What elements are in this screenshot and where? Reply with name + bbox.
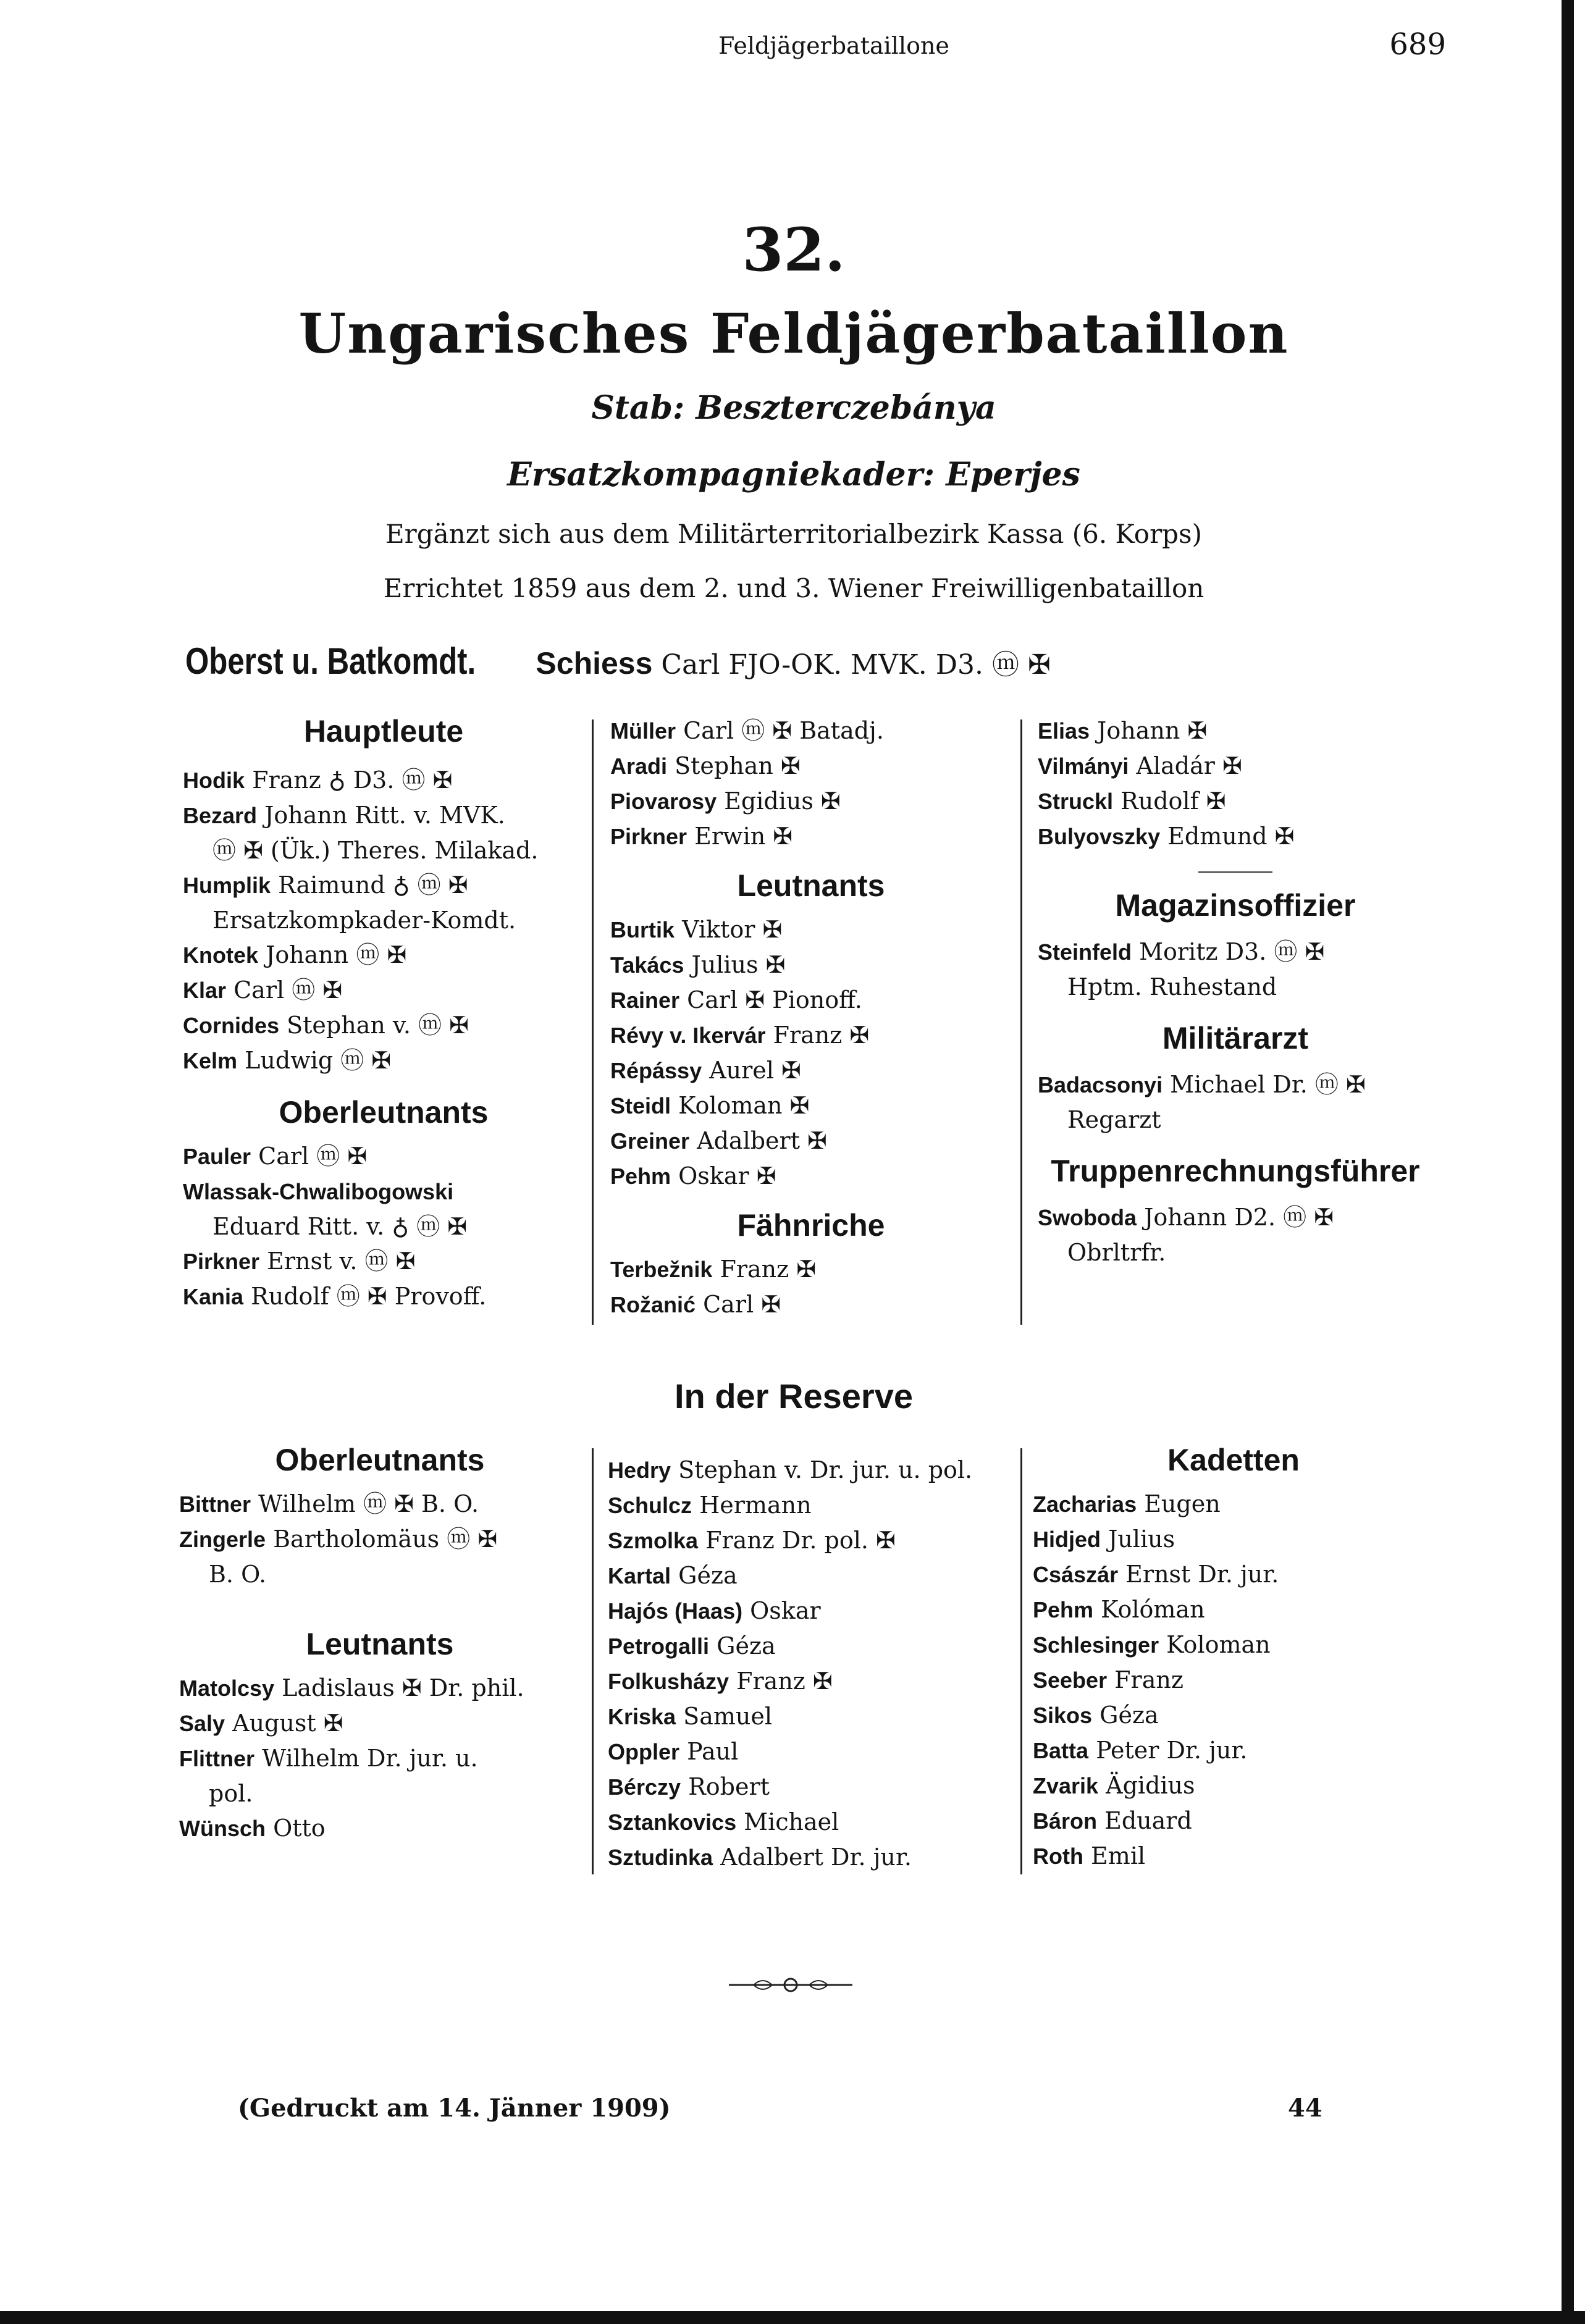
entry-row — [179, 1776, 581, 1811]
reserve-column-2 — [608, 1453, 1015, 1875]
entry-details: Franz ✠ — [712, 1256, 817, 1283]
entry-row — [183, 1043, 584, 1078]
entry-details: Géza — [1092, 1701, 1159, 1729]
entry-row — [1033, 1839, 1434, 1874]
entry-row — [183, 973, 584, 1008]
entry-details: Bartholomäus ⓜ ✠ — [266, 1525, 498, 1553]
entry-details: Ernst Dr. jur. — [1118, 1561, 1279, 1588]
ersatz-line: Ersatzkompagniekader: Eperjes — [507, 456, 1080, 493]
entry-details: Franz ✠ — [729, 1667, 833, 1695]
entry-surname: Burtik — [610, 917, 675, 942]
section-heading: Fähnriche — [737, 1208, 885, 1243]
entry-surname: Bérczy — [608, 1774, 681, 1800]
entry-surname: Steidl — [610, 1093, 671, 1118]
entry-surname: Kania — [183, 1284, 244, 1309]
entry-details: Géza — [671, 1562, 738, 1589]
entry-details: Paul — [679, 1738, 739, 1765]
entry-surname: Roth — [1033, 1844, 1083, 1869]
entry-details: B. O. — [209, 1561, 267, 1588]
fahnriche-list — [610, 1252, 1012, 1322]
rechnung-list — [1038, 1200, 1433, 1270]
entry-row — [179, 1522, 581, 1557]
separator-rule — [1198, 871, 1272, 873]
entry-details: Obrltrfr. — [1067, 1239, 1166, 1266]
entry-surname: Piovarosy — [610, 789, 717, 814]
reserve-leutnants-continued-list — [608, 1453, 1015, 1875]
entry-surname: Pirkner — [183, 1249, 260, 1274]
entry-row — [1033, 1733, 1434, 1768]
signature-number: 44 — [1288, 2094, 1322, 2123]
entry-details: Stephan ✠ — [667, 752, 801, 779]
column-divider — [1020, 1448, 1022, 1874]
erganzt-line: Ergänzt sich aus dem Militärterritorialbezirk Kassa (6. Korps) — [385, 519, 1202, 549]
entry-details: Oskar — [742, 1597, 821, 1624]
entry-details: Franz ✠ — [765, 1021, 870, 1049]
entry-surname: Hodik — [183, 768, 245, 793]
leutnants-list — [610, 912, 1012, 1194]
entry-row — [610, 1053, 1012, 1088]
entry-details: Edmund ✠ — [1160, 823, 1295, 850]
entry-surname: Pehm — [1033, 1597, 1094, 1622]
reserve-oberleutnants-list — [179, 1487, 581, 1592]
entry-surname: Rožanić — [610, 1292, 696, 1317]
entry-row — [608, 1523, 1015, 1558]
entry-details: Franz — [1107, 1666, 1183, 1693]
kadetten-list — [1033, 1487, 1434, 1874]
entry-details: Stephan v. ⓜ ✠ — [279, 1012, 469, 1039]
entry-surname: Folkusházy — [608, 1669, 729, 1694]
entry-row — [1038, 934, 1433, 970]
entry-details: ⓜ ✠ (Ük.) Theres. Milakad. — [212, 837, 539, 864]
entry-row — [1038, 1067, 1433, 1102]
entry-details: Carl ⓜ ✠ Batadj. — [676, 717, 884, 744]
oberleutnants-continued-list — [1038, 713, 1433, 854]
active-column-1 — [183, 713, 584, 1314]
hauptleute-list — [183, 763, 584, 1078]
entry-surname: Matolcsy — [179, 1676, 275, 1701]
entry-surname: Sztankovics — [608, 1810, 737, 1835]
entry-surname: Greiner — [610, 1128, 690, 1154]
entry-surname: Vilmányi — [1038, 753, 1129, 779]
reserve-heading: In der Reserve — [675, 1377, 913, 1416]
column-divider — [592, 719, 594, 1325]
entry-surname: Seeber — [1033, 1667, 1108, 1693]
entry-surname: Elias — [1038, 718, 1090, 744]
section-heading: Leutnants — [737, 868, 885, 903]
entry-details: August ✠ — [225, 1709, 343, 1737]
entry-details: Franz ♁ D3. ⓜ ✠ — [245, 766, 453, 794]
entry-row — [610, 912, 1012, 947]
entry-row — [608, 1558, 1015, 1593]
entry-row — [610, 784, 1012, 819]
entry-details: Erwin ✠ — [687, 823, 793, 850]
entry-row — [1038, 1235, 1433, 1270]
entry-surname: Zingerle — [179, 1527, 266, 1552]
unit-number: 32. — [742, 215, 846, 285]
commander-rank: Oberst u. Batkomdt. — [185, 640, 476, 682]
entry-row — [1038, 713, 1433, 749]
entry-details: Ersatzkompkader-Komdt. — [212, 907, 516, 934]
entry-details: pol. — [209, 1780, 253, 1807]
entry-row — [1033, 1592, 1434, 1627]
unit-title: Ungarisches Feldjägerbataillon — [298, 301, 1289, 366]
entry-surname: Császár — [1033, 1562, 1119, 1587]
entry-details: Carl ✠ Pionoff. — [679, 986, 862, 1013]
entry-surname: Batta — [1033, 1738, 1089, 1763]
entry-details: Johann ✠ — [1090, 717, 1208, 744]
entry-details: Johann Ritt. v. MVK. — [257, 802, 505, 829]
section-heading: Leutnants — [306, 1627, 454, 1661]
entry-row — [610, 713, 1012, 749]
entry-details: Johann ⓜ ✠ — [258, 941, 407, 968]
entry-details: Otto — [266, 1814, 326, 1842]
column-divider — [1020, 719, 1022, 1325]
entry-row — [610, 1252, 1012, 1287]
entry-row — [610, 1123, 1012, 1159]
entry-row — [183, 903, 584, 938]
entry-surname: Révy v. Ikervár — [610, 1023, 766, 1048]
entry-surname: Pauler — [183, 1144, 251, 1169]
entry-row — [1033, 1557, 1434, 1592]
entry-row — [608, 1699, 1015, 1734]
entry-details: Egidius ✠ — [717, 787, 841, 815]
entry-row — [183, 1174, 584, 1209]
entry-details: Aurel ✠ — [702, 1057, 801, 1084]
entry-details: Robert — [681, 1773, 770, 1800]
entry-details: Eugen — [1137, 1490, 1221, 1517]
active-column-2 — [610, 713, 1012, 1322]
entry-row — [610, 749, 1012, 784]
entry-details: Ägidius — [1098, 1772, 1195, 1799]
entry-row — [1038, 1102, 1433, 1137]
entry-surname: Struckl — [1038, 789, 1114, 814]
entry-surname: Bulyovszky — [1038, 824, 1161, 849]
entry-surname: Sikos — [1033, 1703, 1093, 1728]
reserve-column-3 — [1033, 1442, 1434, 1874]
entry-details: Moritz D3. ⓜ ✠ — [1132, 938, 1325, 965]
entry-details: Koloman ✠ — [671, 1092, 810, 1119]
section-heading: Magazinsoffizier — [1115, 888, 1356, 923]
entry-row — [610, 983, 1012, 1018]
entry-row — [1038, 784, 1433, 819]
entry-row — [1033, 1663, 1434, 1698]
entry-details: Emil — [1083, 1842, 1146, 1869]
entry-row — [183, 798, 584, 833]
entry-row — [1038, 819, 1433, 854]
entry-surname: Müller — [610, 718, 676, 744]
entry-row — [1033, 1803, 1434, 1839]
entry-row — [1033, 1627, 1434, 1663]
entry-details: Regarzt — [1067, 1106, 1161, 1133]
entry-surname: Knotek — [183, 942, 259, 968]
scan-border-right — [1562, 0, 1574, 2324]
section-heading: Kadetten — [1167, 1443, 1300, 1477]
entry-surname: Bittner — [179, 1491, 251, 1517]
entry-row — [1033, 1487, 1434, 1522]
entry-row — [183, 938, 584, 973]
entry-surname: Saly — [179, 1711, 225, 1736]
entry-surname: Zacharias — [1033, 1491, 1137, 1517]
entry-surname: Oppler — [608, 1739, 680, 1764]
entry-row — [179, 1671, 581, 1706]
arzt-list — [1038, 1067, 1433, 1137]
entry-row — [608, 1840, 1015, 1875]
entry-row — [179, 1557, 581, 1592]
entry-surname: Szmolka — [608, 1528, 699, 1553]
entry-row — [610, 819, 1012, 854]
entry-surname: Bezard — [183, 803, 258, 828]
entry-row — [610, 1018, 1012, 1053]
entry-surname: Takács — [610, 952, 684, 978]
entry-surname: Petrogalli — [608, 1634, 710, 1659]
entry-details: Eduard — [1097, 1807, 1192, 1834]
entry-row — [1038, 1200, 1433, 1235]
scan-border-bottom — [0, 2311, 1585, 2324]
entry-surname: Sztudinka — [608, 1845, 713, 1870]
section-heading: Oberleutnants — [275, 1443, 485, 1477]
entry-details: Raimund ♁ ⓜ ✠ — [271, 871, 468, 899]
entry-details: Ernst v. ⓜ ✠ — [259, 1248, 416, 1275]
entry-details: Julius ✠ — [684, 951, 786, 978]
entry-surname: Klar — [183, 978, 227, 1003]
entry-details: Wilhelm Dr. jur. u. — [254, 1745, 478, 1772]
entry-row — [183, 1139, 584, 1174]
entry-details: Eduard Ritt. v. ♁ ⓜ ✠ — [212, 1213, 468, 1240]
stab-line: Stab: Beszterczebánya — [591, 389, 996, 427]
reserve-leutnants-list — [179, 1671, 581, 1846]
entry-details: Rudolf ⓜ ✠ Provoff. — [243, 1283, 487, 1310]
entry-row — [183, 833, 584, 868]
section-heading: Militärarzt — [1162, 1021, 1309, 1055]
entry-surname: Flittner — [179, 1746, 254, 1771]
hauptleute-continued-list — [610, 713, 1012, 854]
entry-details: Koloman — [1159, 1631, 1271, 1658]
entry-details: Viktor ✠ — [675, 916, 783, 943]
entry-row — [608, 1664, 1015, 1699]
entry-surname: Schulcz — [608, 1493, 692, 1518]
entry-details: Hptm. Ruhestand — [1067, 973, 1277, 1000]
entry-row — [608, 1805, 1015, 1840]
entry-surname: Pirkner — [610, 824, 687, 849]
entry-row — [610, 1159, 1012, 1194]
entry-row — [183, 1279, 584, 1314]
entry-surname: Humplik — [183, 873, 271, 898]
entry-details: Ludwig ⓜ ✠ — [237, 1047, 392, 1074]
entry-row — [608, 1769, 1015, 1805]
entry-row — [608, 1488, 1015, 1523]
section-heading: Truppenrechnungsführer — [1051, 1154, 1420, 1188]
page-number: 689 — [1389, 27, 1446, 62]
section-heading: Oberleutnants — [279, 1095, 489, 1130]
errichtet-line: Errichtet 1859 aus dem 2. und 3. Wiener Freiwilligenbataillon — [383, 573, 1205, 603]
entry-details: Franz Dr. pol. ✠ — [698, 1527, 896, 1554]
entry-details: Géza — [709, 1632, 776, 1659]
entry-details: Carl ✠ — [696, 1291, 781, 1318]
entry-details: Peter Dr. jur. — [1088, 1737, 1248, 1764]
entry-surname: Zvarik — [1033, 1773, 1099, 1798]
entry-row — [608, 1453, 1015, 1488]
entry-details: Wilhelm ⓜ ✠ B. O. — [251, 1490, 479, 1517]
entry-details: Oskar ✠ — [671, 1162, 776, 1189]
entry-row — [179, 1487, 581, 1522]
entry-details: Hermann — [692, 1491, 812, 1519]
entry-surname: Báron — [1033, 1808, 1098, 1834]
entry-row — [610, 1088, 1012, 1123]
magazin-list — [1038, 934, 1433, 1004]
entry-details: Samuel — [676, 1703, 772, 1730]
entry-surname: Hedry — [608, 1458, 671, 1483]
entry-details: Stephan v. Dr. jur. u. pol. — [671, 1456, 973, 1483]
running-head: Feldjägerbataillone — [718, 32, 949, 59]
entry-details: Kolóman — [1093, 1596, 1205, 1623]
entry-row — [1033, 1698, 1434, 1733]
reserve-column-1 — [179, 1442, 581, 1846]
entry-details: Michael Dr. ⓜ ✠ — [1162, 1071, 1366, 1098]
entry-row — [1033, 1768, 1434, 1803]
entry-row — [183, 1244, 584, 1279]
entry-details: Julius — [1101, 1525, 1175, 1553]
entry-surname: Cornides — [183, 1013, 280, 1038]
entry-surname: Hajós (Haas) — [608, 1598, 743, 1624]
entry-row — [608, 1593, 1015, 1629]
entry-details: Johann D2. ⓜ ✠ — [1137, 1204, 1334, 1231]
entry-row — [1033, 1522, 1434, 1557]
entry-row — [610, 947, 1012, 983]
entry-surname: Terbežnik — [610, 1257, 713, 1282]
entry-details: Carl ⓜ ✠ — [226, 976, 343, 1004]
entry-details: Rudolf ✠ — [1113, 787, 1226, 815]
entry-surname: Wlassak-Chwalibogowski — [183, 1179, 454, 1204]
entry-details: Michael — [736, 1808, 839, 1835]
entry-surname: Pehm — [610, 1164, 671, 1189]
entry-surname: Hidjed — [1033, 1527, 1101, 1552]
entry-surname: Aradi — [610, 753, 668, 779]
entry-details: Ladislaus ✠ Dr. phil. — [274, 1674, 524, 1701]
column-divider — [592, 1448, 594, 1874]
entry-row — [183, 763, 584, 798]
active-column-3 — [1038, 713, 1433, 1270]
entry-details: Carl ⓜ ✠ — [251, 1143, 368, 1170]
entry-row — [608, 1629, 1015, 1664]
entry-row — [179, 1706, 581, 1741]
entry-surname: Steinfeld — [1038, 939, 1132, 965]
entry-row — [179, 1741, 581, 1776]
oberleutnants-list — [183, 1139, 584, 1314]
entry-surname: Badacsonyi — [1038, 1072, 1163, 1097]
entry-row — [608, 1734, 1015, 1769]
entry-details: Aladár ✠ — [1129, 752, 1242, 779]
ornament-divider — [729, 1973, 852, 1997]
entry-row — [183, 1209, 584, 1244]
entry-details: Adalbert ✠ — [689, 1127, 827, 1154]
entry-row — [183, 868, 584, 903]
entry-row — [610, 1287, 1012, 1322]
entry-surname: Swoboda — [1038, 1205, 1137, 1230]
entry-row — [179, 1811, 581, 1846]
entry-surname: Schlesinger — [1033, 1632, 1159, 1658]
commander-line — [185, 640, 1051, 682]
entry-row — [1038, 749, 1433, 784]
entry-surname: Kelm — [183, 1048, 238, 1073]
entry-surname: Wünsch — [179, 1816, 266, 1841]
entry-surname: Kriska — [608, 1704, 676, 1729]
entry-surname: Kartal — [608, 1563, 671, 1588]
section-heading: Hauptleute — [303, 714, 464, 749]
entry-details: Adalbert Dr. jur. — [713, 1844, 912, 1871]
entry-row — [1038, 970, 1433, 1004]
print-date: (Gedruckt am 14. Jänner 1909) — [238, 2094, 671, 2123]
entry-surname: Répássy — [610, 1058, 702, 1083]
entry-surname: Rainer — [610, 988, 680, 1013]
commander-details: Carl FJO-OK. MVK. D3. ⓜ ✠ — [661, 649, 1051, 681]
commander-surname: Schiess — [536, 646, 653, 681]
entry-row — [183, 1008, 584, 1043]
